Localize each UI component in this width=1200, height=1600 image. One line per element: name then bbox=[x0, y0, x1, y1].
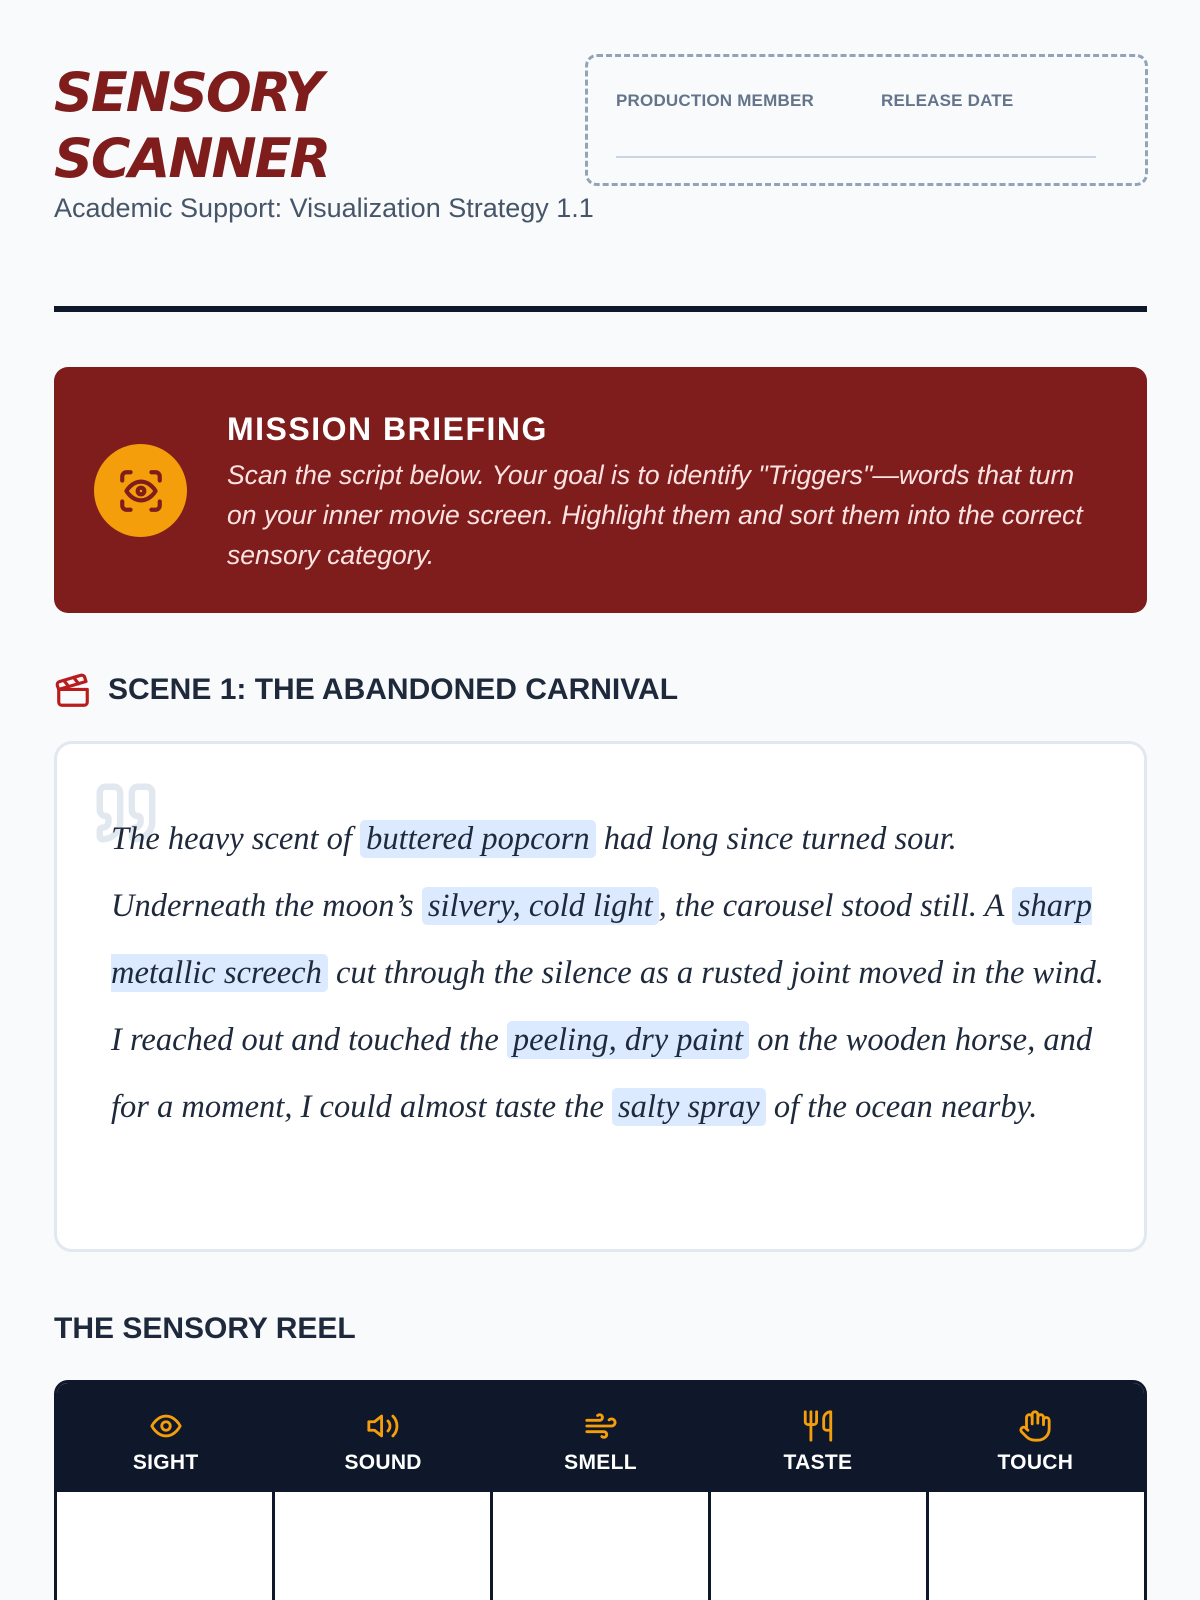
reel-cell-taste[interactable] bbox=[711, 1492, 929, 1600]
speaker-icon bbox=[366, 1409, 400, 1443]
reel-col-taste bbox=[709, 1383, 926, 1492]
meta-box bbox=[585, 54, 1148, 186]
title-line-1: SENSORY bbox=[54, 61, 322, 124]
trigger-highlight[interactable]: buttered popcorn bbox=[360, 820, 596, 858]
script-segment: The heavy scent of bbox=[111, 821, 361, 857]
script-segment: cut through the silence as a rusted joint moved in the wind. I reached out and touched the bbox=[111, 955, 1104, 1058]
clapperboard-icon bbox=[54, 672, 92, 715]
reel-col-sight bbox=[57, 1383, 274, 1492]
reel-col-label: SIGHT bbox=[132, 1451, 199, 1474]
script-segment: on the wooden horse, and for a moment, I could almost taste the bbox=[111, 1022, 1093, 1125]
script-segment: , the carousel stood still. A bbox=[658, 888, 1012, 924]
scene-title: SCENE 1: THE ABANDONED CARNIVAL bbox=[108, 673, 679, 706]
reel-col-label: SOUND bbox=[344, 1451, 422, 1474]
script-segment: of the ocean nearby. bbox=[765, 1089, 1038, 1125]
reel-header-row bbox=[57, 1383, 1144, 1492]
header-divider bbox=[54, 306, 1147, 312]
utensils-icon bbox=[801, 1409, 835, 1443]
reel-col-sound bbox=[274, 1383, 491, 1492]
title-line-2: SCANNER bbox=[54, 127, 330, 190]
script-segment: had long since turned sour. Underneath the moon’s bbox=[111, 821, 957, 924]
trigger-highlight[interactable]: sharp metallic screech bbox=[111, 888, 1092, 991]
production-member-label: PRODUCTION MEMBER bbox=[616, 91, 814, 110]
reel-body-row bbox=[57, 1492, 1144, 1600]
reel-col-label: TASTE bbox=[783, 1451, 853, 1474]
worksheet-title bbox=[54, 60, 474, 192]
reel-title: THE SENSORY REEL bbox=[54, 1312, 356, 1345]
reel-cell-touch[interactable] bbox=[929, 1492, 1144, 1600]
reel-cell-sight[interactable] bbox=[57, 1492, 275, 1600]
reel-col-touch bbox=[927, 1383, 1144, 1492]
reel-cell-sound[interactable] bbox=[275, 1492, 493, 1600]
reel-col-label: TOUCH bbox=[997, 1451, 1074, 1474]
eye-icon bbox=[149, 1409, 183, 1443]
header bbox=[54, 54, 1147, 274]
eye-scan-icon bbox=[94, 444, 187, 537]
wind-icon bbox=[584, 1409, 618, 1443]
reel-col-smell bbox=[492, 1383, 709, 1492]
release-date-label: RELEASE DATE bbox=[881, 91, 1014, 110]
script-text bbox=[111, 806, 1111, 1141]
script-card bbox=[54, 741, 1147, 1252]
trigger-highlight[interactable]: silvery, cold light bbox=[422, 887, 659, 925]
page bbox=[54, 0, 1147, 1600]
meta-input-line[interactable] bbox=[616, 156, 1096, 158]
reel-col-label: SMELL bbox=[564, 1451, 637, 1474]
trigger-highlight[interactable]: salty spray bbox=[612, 1088, 766, 1126]
mission-title: MISSION BRIEFING bbox=[227, 411, 548, 447]
worksheet-subtitle: Academic Support: Visualization Strategy 1.1 bbox=[54, 193, 594, 223]
mission-text: Scan the script below. Your goal is to identify "Triggers"—words that turn on your inner movie screen. Highlight them and sort them into the correct sensory category. bbox=[227, 460, 1083, 570]
scene-heading bbox=[54, 670, 854, 710]
sensory-reel-table bbox=[54, 1380, 1147, 1600]
hand-icon bbox=[1018, 1409, 1052, 1443]
reel-cell-smell[interactable] bbox=[493, 1492, 711, 1600]
trigger-highlight[interactable]: peeling, dry paint bbox=[507, 1021, 749, 1059]
mission-briefing bbox=[54, 367, 1147, 613]
